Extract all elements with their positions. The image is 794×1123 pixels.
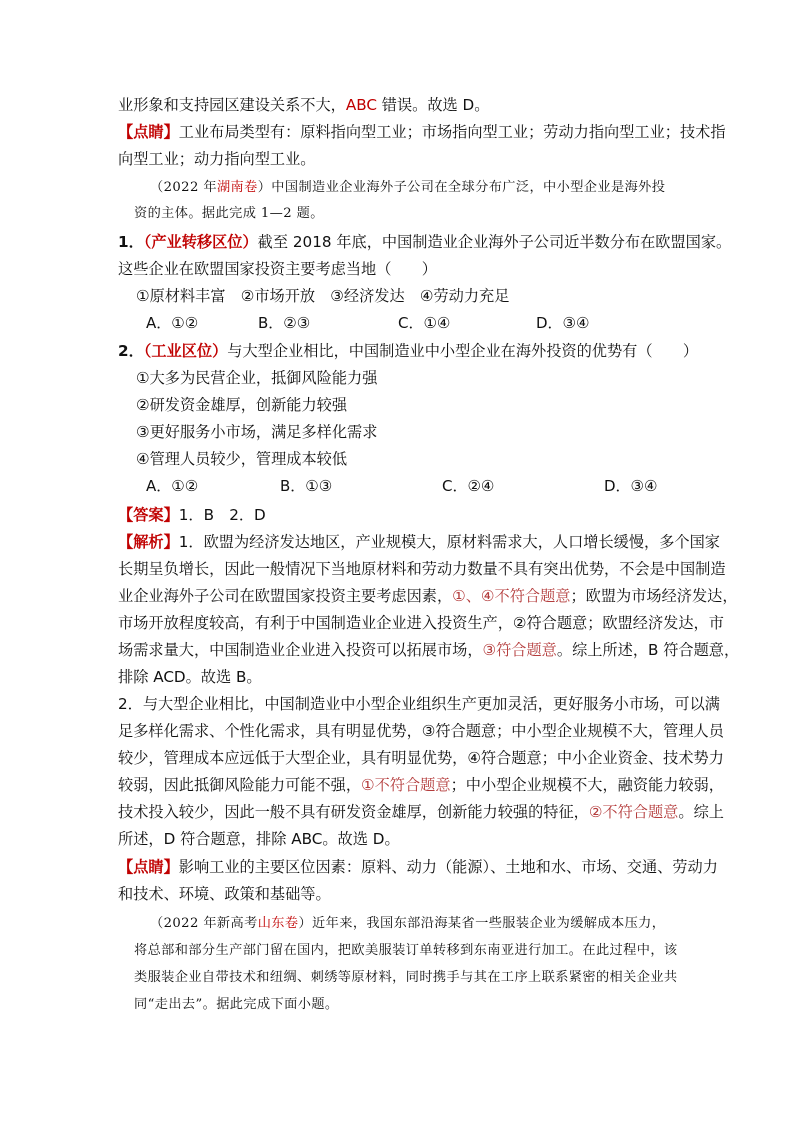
option-a: A．①②	[146, 477, 199, 495]
explanation-1-line: 场需求量大，中国制造业企业进入投资可以拓展市场，③符合题意。综上所述，B 符合题意，	[118, 641, 740, 659]
tip-label: 【点睛】	[118, 858, 179, 876]
question-1-stem: 1．（产业转移区位）截至 2018 年底，中国制造业企业海外子公司近半数分布在欧盟国家。	[118, 233, 732, 251]
option-d: D．③④	[604, 477, 658, 495]
option-b: B．②③	[258, 314, 311, 332]
option-a: A．①②	[146, 314, 199, 332]
question-2-item: ②研发资金雄厚，创新能力较强	[136, 396, 348, 414]
explanation-2-line: 较少，管理成本应远低于大型企业，具有明显优势，④符合题意；中小企业资金、技术势力	[118, 749, 724, 767]
explanation-label: 【解析】	[118, 533, 179, 551]
prev-analysis-end: 业形象和支持园区建设关系不大，ABC 错误。故选 D。	[118, 96, 490, 114]
explanation-1-line: 长期呈负增长，因此一般情况下当地原材料和劳动力数量不具有突出优势，不会是中国制造	[118, 560, 726, 578]
explanation-2-line: 足多样化需求、个性化需求，具有明显优势，③符合题意；中小型企业规模不大，管理人员	[118, 722, 724, 740]
tip-1: 【点睛】工业布局类型有：原料指向型工业；市场指向型工业；劳动力指向型工业；技术指	[118, 123, 726, 141]
question-2-item: ①大多为民营企业，抵御风险能力强	[136, 369, 378, 387]
question-2-tag: （工业区位）	[143, 342, 228, 360]
tip-2: 【点睛】影响工业的主要区位因素：原料、动力（能源）、土地和水、市场、交通、劳动力	[118, 858, 718, 876]
passage-2-cont: 同“走出去”。据此完成下面小题。	[134, 997, 339, 1012]
option-b: B．①③	[280, 477, 333, 495]
explanation-2-line: 较弱，因此抵御风险能力可能不强，①不符合题意；中小型企业规模不大，融资能力较弱，	[118, 776, 724, 794]
passage-2-cont: 将总部和部分生产部门留在国内，把欧美服装订单转移到东南亚进行加工。在此过程中，该	[134, 943, 678, 958]
question-1-stem-cont: 这些企业在欧盟国家投资主要考虑当地（ ）	[118, 260, 437, 278]
question-2-item: ④管理人员较少，管理成本较低	[136, 450, 348, 468]
option-c: C．①④	[398, 314, 451, 332]
answer-line: 【答案】1．B 2．D	[118, 506, 266, 524]
passage-1-cont: 资的主体。据此完成 1—2 题。	[134, 206, 324, 221]
passage-1-source: （2022 年湖南卷）中国制造业企业海外子公司在全球分布广泛，中小型企业是海外投	[150, 180, 666, 195]
passage-2-cont: 类服装企业自带技术和纽绸、刺绣等原材料，同时携手与其在工序上联系紧密的相关企业共	[134, 970, 678, 985]
question-1-tag: （产业转移区位）	[143, 233, 258, 251]
answer-label: 【答案】	[118, 506, 179, 524]
explanation-1-line: 排除 ACD。故选 B。	[118, 668, 262, 686]
option-c: C．②④	[442, 477, 495, 495]
explanation-1-line: 业企业海外子公司在欧盟国家投资主要考虑因素，①、④不符合题意；欧盟为市场经济发达，	[118, 587, 738, 605]
explanation-1-line: 市场开放程度较高，有利于中国制造业企业进入投资生产，②符合题意；欧盟经济发达，市	[118, 614, 724, 632]
tip-2-cont: 和技术、环境、政策和基础等。	[118, 885, 331, 903]
explanation-1: 【解析】1．欧盟为经济发达地区，产业规模大，原材料需求大，人口增长缓慢，多个国家	[118, 533, 720, 551]
passage-2-source: （2022 年新高考山东卷）近年来，我国东部沿海某省一些服装企业为缓解成本压力，	[150, 916, 666, 931]
question-2-stem: 2．（工业区位）与大型企业相比，中国制造业中小型企业在海外投资的优势有（ ）	[118, 342, 699, 360]
tip-1-cont: 向型工业；动力指向型工业。	[118, 150, 316, 168]
explanation-2: 2．与大型企业相比，中国制造业中小型企业组织生产更加灵活，更好服务小市场，可以满	[118, 695, 720, 713]
explanation-2-line: 技术投入较少，因此一般不具有研发资金雄厚，创新能力较强的特征，②不符合题意。综上	[118, 803, 724, 821]
tip-label: 【点睛】	[118, 123, 179, 141]
explanation-2-line: 所述，D 符合题意，排除 ABC。故选 D。	[118, 830, 400, 848]
option-d: D．③④	[536, 314, 590, 332]
question-1-items: ①原材料丰富 ②市场开放 ③经济发达 ④劳动力充足	[136, 287, 510, 305]
question-2-item: ③更好服务小市场，满足多样化需求	[136, 423, 378, 441]
